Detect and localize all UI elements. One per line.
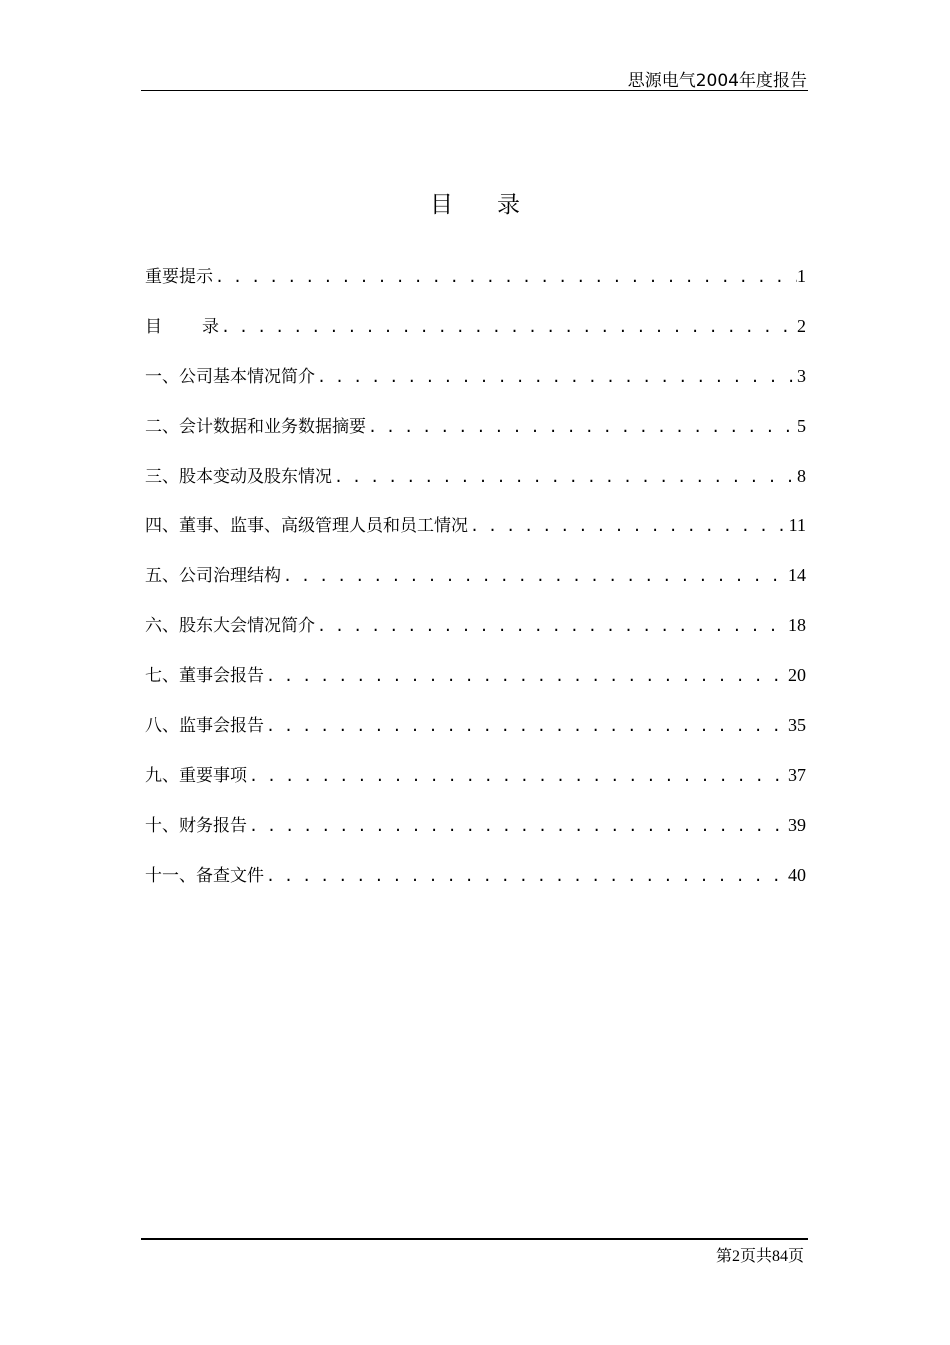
toc-entry-label: 六、股东大会情况简介	[145, 616, 315, 637]
toc-entry-label: 九、重要事项	[145, 765, 247, 786]
header-divider	[141, 90, 808, 91]
report-header-title: 思源电气2004年度报告	[627, 71, 807, 91]
toc-entry-page: 3	[797, 365, 806, 386]
toc-entry-label: 八、监事会报告	[145, 716, 264, 737]
table-of-contents	[145, 262, 806, 911]
toc-dot-leader	[281, 567, 788, 585]
toc-entry-label-right: 录	[202, 316, 219, 337]
toc-entry-page: 11	[788, 515, 806, 536]
toc-entry-page: 20	[788, 665, 806, 686]
toc-entry-label: 三、股本变动及股东情况	[145, 466, 332, 487]
page-number: 第2页共84页	[715, 1248, 804, 1265]
toc-entry-label: 十一、备查文件	[145, 865, 264, 886]
toc-dot-leader	[366, 418, 797, 436]
toc-entry-page: 5	[797, 415, 806, 436]
toc-entry-label: 四、董事、监事、高级管理人员和员工情况	[145, 516, 468, 537]
toc-entry-important-matters[interactable]	[145, 761, 806, 811]
toc-entry-financial-report[interactable]	[145, 811, 806, 861]
toc-dot-leader	[247, 817, 788, 835]
toc-entry-supervisory-report[interactable]	[145, 711, 806, 761]
toc-entry-shareholders-meeting[interactable]	[145, 611, 806, 661]
toc-entry-label: 十、财务报告	[145, 815, 247, 836]
toc-dot-leader	[264, 667, 788, 685]
toc-entry-contents[interactable]	[145, 312, 806, 362]
toc-entry-page: 40	[788, 864, 806, 885]
toc-entry-governance[interactable]	[145, 561, 806, 611]
toc-dot-leader	[468, 517, 789, 535]
toc-entry-page: 1	[797, 266, 806, 286]
toc-entry-label: 二、会计数据和业务数据摘要	[145, 416, 366, 437]
toc-entry-page: 8	[797, 465, 806, 486]
toc-entry-label: 一、公司基本情况简介	[145, 366, 315, 387]
toc-entry-label: 重要提示	[145, 267, 213, 287]
toc-entry-label: 五、公司治理结构	[145, 566, 281, 587]
toc-dot-leader	[213, 268, 797, 286]
toc-dot-leader	[315, 368, 797, 386]
toc-entry-directors-staff[interactable]	[145, 511, 806, 561]
toc-dot-leader	[332, 468, 797, 486]
toc-entry-page: 37	[788, 764, 806, 785]
toc-entry-reference-documents[interactable]	[145, 861, 806, 911]
toc-dot-leader	[247, 767, 788, 785]
toc-entry-label	[145, 312, 219, 337]
toc-entry-important-notice[interactable]	[145, 262, 806, 312]
toc-entry-page: 39	[788, 814, 806, 835]
toc-entry-company-profile[interactable]	[145, 362, 806, 412]
toc-dot-leader	[315, 617, 788, 635]
footer-divider	[141, 1238, 808, 1240]
toc-dot-leader	[264, 717, 788, 735]
toc-entry-page: 14	[788, 565, 806, 586]
toc-entry-label: 七、董事会报告	[145, 666, 264, 687]
toc-entry-label-left: 目	[145, 316, 162, 337]
toc-title: 目录	[430, 192, 564, 218]
toc-dot-leader	[264, 867, 788, 885]
toc-entry-share-capital[interactable]	[145, 462, 806, 512]
toc-entry-accounting-data[interactable]	[145, 412, 806, 462]
toc-entry-page: 35	[788, 715, 806, 736]
toc-entry-page: 18	[788, 615, 806, 636]
toc-entry-board-report[interactable]	[145, 661, 806, 711]
toc-entry-page: 2	[797, 315, 806, 336]
toc-dot-leader	[219, 318, 797, 336]
